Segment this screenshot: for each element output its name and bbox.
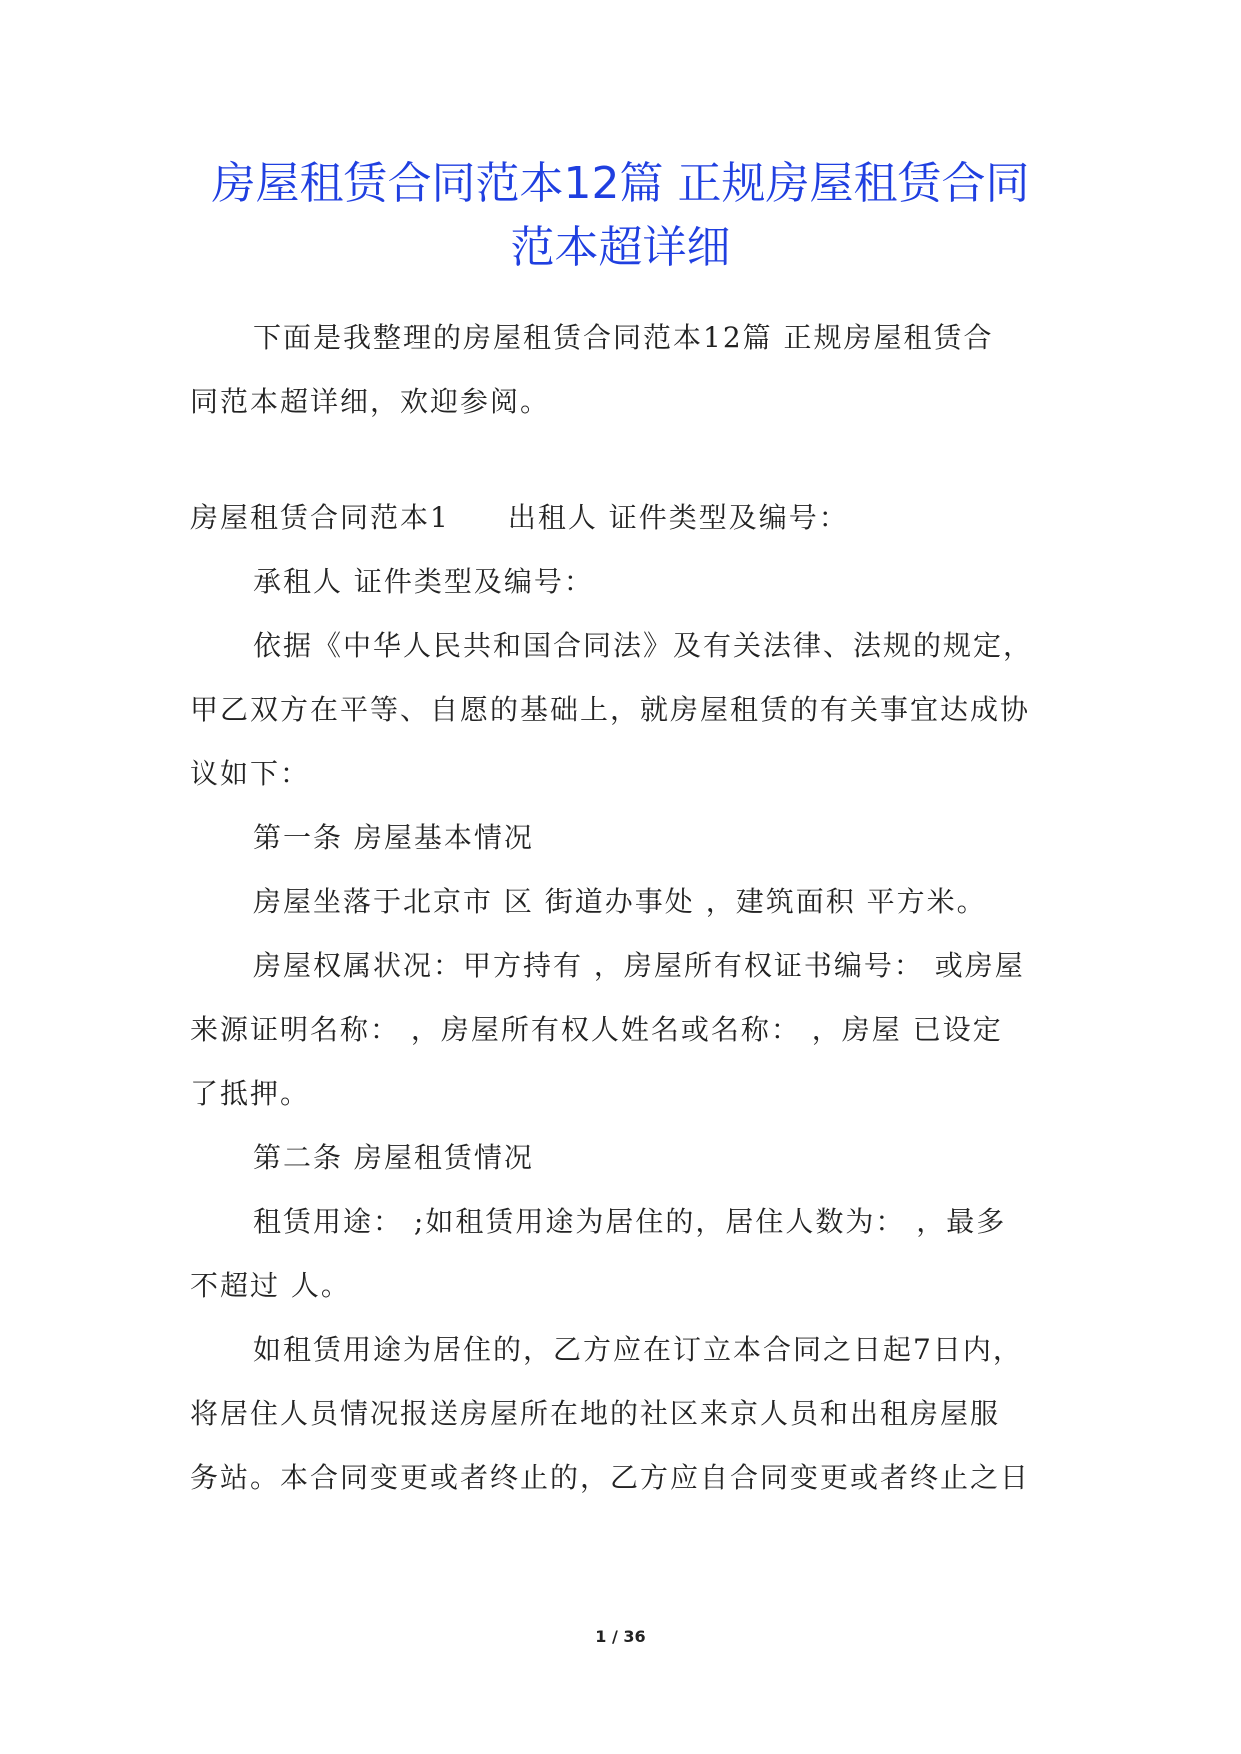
use-line-2: 不超过 人。 (190, 1269, 351, 1302)
section-1-heading: 房屋租赁合同范本1 (190, 501, 450, 534)
report-line-1: 如租赁用途为居住的，乙方应在订立本合同之日起7日内， (253, 1333, 1023, 1366)
use-line-1: 租赁用途： ;如租赁用途为居住的，居住人数为： ，最多 (253, 1205, 1007, 1238)
article-1-heading: 第一条 房屋基本情况 (253, 821, 534, 854)
document-title-line-1: 房屋租赁合同范本12篇 正规房屋租赁合同 (211, 158, 1030, 209)
basis-line-3: 议如下： (190, 757, 311, 790)
intro-line-1: 下面是我整理的房屋租赁合同范本12篇 正规房屋租赁合 (253, 321, 994, 354)
article-2-heading: 第二条 房屋租赁情况 (253, 1141, 534, 1174)
ownership-line-2: 来源证明名称： ，房屋所有权人姓名或名称： ，房屋 已设定 (190, 1013, 1003, 1046)
intro-line-2: 同范本超详细，欢迎参阅。 (190, 385, 551, 418)
lessee-line: 承租人 证件类型及编号： (253, 565, 594, 598)
report-line-3: 务站。本合同变更或者终止的，乙方应自合同变更或者终止之日 (190, 1461, 1031, 1494)
document-title-line-2: 范本超详细 (510, 222, 731, 273)
ownership-line-3: 了抵押。 (190, 1077, 311, 1110)
section-1-heading-line (190, 486, 849, 550)
page-number: 1 / 36 (595, 1627, 646, 1646)
lessor-line: 出租人 证件类型及编号： (507, 501, 849, 534)
report-line-2: 将居住人员情况报送房屋所在地的社区来京人员和出租房屋服 (190, 1397, 1001, 1430)
basis-line-2: 甲乙双方在平等、自愿的基础上，就房屋租赁的有关事宜达成协 (190, 693, 1031, 726)
basis-line-1: 依据《中华人民共和国合同法》及有关法律、法规的规定， (253, 629, 1034, 662)
location-line: 房屋坐落于北京市 区 街道办事处 ，建筑面积 平方米。 (253, 885, 987, 918)
ownership-line-1: 房屋权属状况：甲方持有 ，房屋所有权证书编号： 或房屋 (253, 949, 1025, 982)
